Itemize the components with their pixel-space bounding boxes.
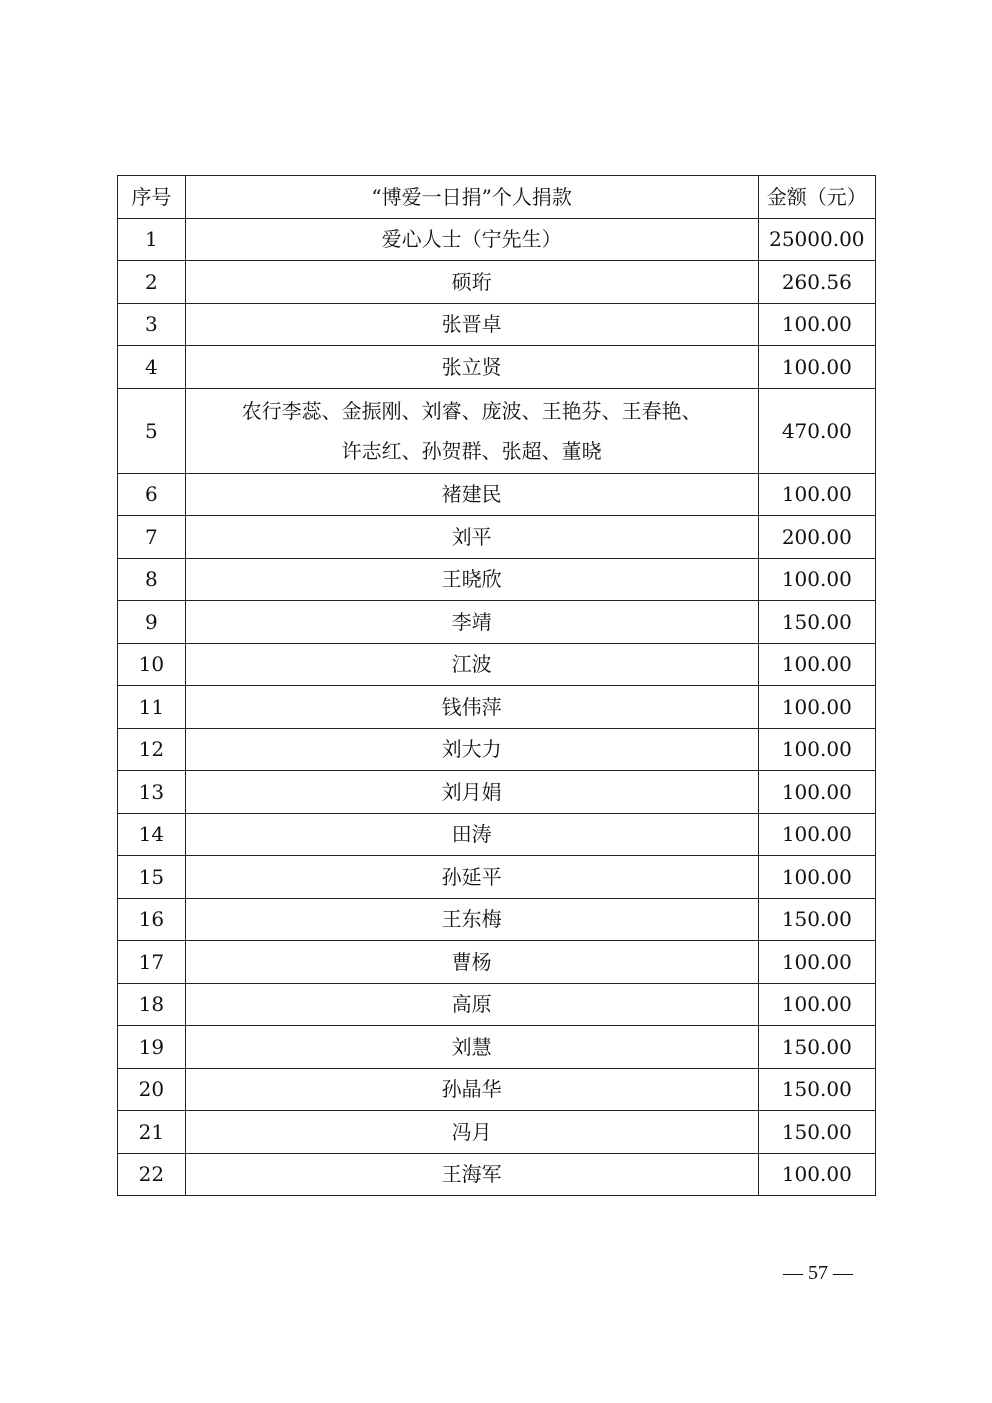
cell-amount: 100.00	[758, 558, 875, 601]
page-number: — 57 —	[783, 1262, 853, 1284]
cell-amount: 100.00	[758, 771, 875, 814]
table-row	[118, 643, 876, 686]
cell-serial-number: 7	[118, 516, 186, 559]
cell-amount: 100.00	[758, 941, 875, 984]
cell-donor-name: 曹杨	[185, 941, 758, 984]
donor-name-line: 农行李蕊、金振刚、刘睿、庞波、王艳芬、王春艳、	[241, 398, 702, 423]
table-row	[118, 261, 876, 304]
table-row	[118, 516, 876, 559]
cell-donor-name: 褚建民	[185, 473, 758, 516]
table-row	[118, 856, 876, 899]
header-amount: 金额（元）	[758, 176, 875, 219]
cell-serial-number: 3	[118, 303, 186, 346]
table-row	[118, 558, 876, 601]
table-row	[118, 1026, 876, 1069]
cell-serial-number: 9	[118, 601, 186, 644]
cell-donor-name: 刘慧	[185, 1026, 758, 1069]
donation-table	[117, 175, 876, 1196]
cell-amount: 150.00	[758, 1111, 875, 1154]
cell-serial-number: 16	[118, 898, 186, 941]
cell-amount: 260.56	[758, 261, 875, 304]
cell-amount: 100.00	[758, 346, 875, 389]
cell-amount: 100.00	[758, 813, 875, 856]
table-row	[118, 686, 876, 729]
cell-serial-number: 22	[118, 1153, 186, 1196]
cell-amount: 150.00	[758, 1068, 875, 1111]
cell-donor-name: 孙晶华	[185, 1068, 758, 1111]
cell-amount: 100.00	[758, 728, 875, 771]
cell-amount: 100.00	[758, 983, 875, 1026]
header-donor-name: “博爱一日捐”个人捐款	[185, 176, 758, 219]
cell-donor-name: 张立贤	[185, 346, 758, 389]
header-serial-number: 序号	[118, 176, 186, 219]
cell-serial-number: 2	[118, 261, 186, 304]
cell-serial-number: 10	[118, 643, 186, 686]
cell-donor-name: 刘大力	[185, 728, 758, 771]
table-row	[118, 303, 876, 346]
cell-amount: 150.00	[758, 898, 875, 941]
cell-amount: 25000.00	[758, 218, 875, 261]
cell-serial-number: 13	[118, 771, 186, 814]
cell-amount: 100.00	[758, 303, 875, 346]
table-row	[118, 813, 876, 856]
cell-serial-number: 8	[118, 558, 186, 601]
cell-serial-number: 6	[118, 473, 186, 516]
cell-serial-number: 12	[118, 728, 186, 771]
table-row	[118, 941, 876, 984]
cell-serial-number: 14	[118, 813, 186, 856]
cell-donor-name: 刘月娟	[185, 771, 758, 814]
cell-donor-name: 孙延平	[185, 856, 758, 899]
cell-amount: 100.00	[758, 643, 875, 686]
table-row	[118, 771, 876, 814]
cell-amount: 200.00	[758, 516, 875, 559]
table-row	[118, 601, 876, 644]
cell-serial-number: 4	[118, 346, 186, 389]
cell-donor-name: 硕珩	[185, 261, 758, 304]
cell-donor-name: 江波	[185, 643, 758, 686]
cell-donor-name: 冯月	[185, 1111, 758, 1154]
table-row	[118, 728, 876, 771]
table-row	[118, 388, 876, 473]
table-row	[118, 1068, 876, 1111]
cell-amount: 150.00	[758, 1026, 875, 1069]
cell-amount: 470.00	[758, 388, 875, 473]
table-row	[118, 218, 876, 261]
cell-donor-name: 高原	[185, 983, 758, 1026]
cell-serial-number: 11	[118, 686, 186, 729]
cell-serial-number: 18	[118, 983, 186, 1026]
table-row	[118, 1153, 876, 1196]
table-row	[118, 473, 876, 516]
donor-name-line: 许志红、孙贺群、张超、董晓	[341, 438, 602, 463]
cell-donor-name: 李靖	[185, 601, 758, 644]
cell-donor-name: 爱心人士（宁先生）	[185, 218, 758, 261]
cell-amount: 100.00	[758, 856, 875, 899]
cell-serial-number: 19	[118, 1026, 186, 1069]
table-header-row	[118, 176, 876, 219]
table-row	[118, 1111, 876, 1154]
cell-serial-number: 15	[118, 856, 186, 899]
cell-amount: 100.00	[758, 1153, 875, 1196]
cell-donor-name: 钱伟萍	[185, 686, 758, 729]
cell-donor-name: 王晓欣	[185, 558, 758, 601]
cell-donor-name: 张晋卓	[185, 303, 758, 346]
cell-donor-name	[185, 388, 758, 473]
table-body	[118, 218, 876, 1196]
cell-amount: 150.00	[758, 601, 875, 644]
cell-amount: 100.00	[758, 473, 875, 516]
cell-donor-name: 田涛	[185, 813, 758, 856]
table-row	[118, 898, 876, 941]
cell-amount: 100.00	[758, 686, 875, 729]
cell-donor-name: 王东梅	[185, 898, 758, 941]
table-row	[118, 346, 876, 389]
cell-serial-number: 21	[118, 1111, 186, 1154]
cell-donor-name: 王海军	[185, 1153, 758, 1196]
cell-serial-number: 1	[118, 218, 186, 261]
cell-serial-number: 20	[118, 1068, 186, 1111]
cell-donor-name: 刘平	[185, 516, 758, 559]
table-row	[118, 983, 876, 1026]
cell-serial-number: 5	[118, 388, 186, 473]
cell-serial-number: 17	[118, 941, 186, 984]
